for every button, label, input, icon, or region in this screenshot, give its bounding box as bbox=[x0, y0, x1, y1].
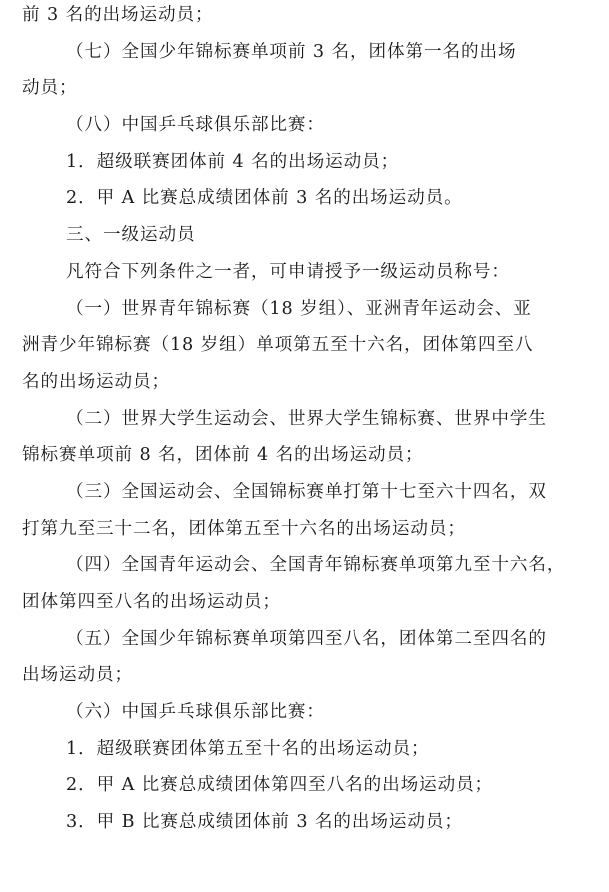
text-line: 动员； bbox=[22, 78, 78, 99]
text-line: 洲青少年锦标赛（18 岁组）单项第五至十六名，团体第四至八 bbox=[22, 335, 534, 356]
section-heading: （六）中国乒乓球俱乐部比赛： bbox=[66, 702, 325, 723]
text-line: （三）全国运动会、全国锦标赛单打第十七至六十四名，双 bbox=[66, 481, 547, 502]
text-line: （一）世界青年锦标赛（18 岁组）、亚洲青年运动会、亚 bbox=[66, 298, 532, 319]
text-line: 打第九至三十二名，团体第五至十六名的出场运动员； bbox=[22, 518, 466, 539]
text-line: （五）全国少年锦标赛单项第四至八名，团体第二至四名的 bbox=[66, 628, 547, 649]
text-line: 凡符合下列条件之一者，可申请授予一级运动员称号： bbox=[66, 261, 510, 282]
list-item: 1．超级联赛团体第五至十名的出场运动员； bbox=[66, 738, 430, 759]
text-line: 团体第四至八名的出场运动员； bbox=[22, 592, 281, 612]
text-line: 出场运动员； bbox=[22, 665, 133, 686]
text-line: 前 3 名的出场运动员； bbox=[22, 5, 214, 25]
text-line: （七）全国少年锦标赛单项前 3 名，团体第一名的出场 bbox=[66, 41, 517, 62]
list-item: 3．甲 B 比赛总成绩团体前 3 名的出场运动员； bbox=[66, 812, 463, 833]
section-heading: （八）中国乒乓球俱乐部比赛： bbox=[66, 115, 325, 136]
text-line: （四）全国青年运动会、全国青年锦标赛单项第九至十六名， bbox=[66, 555, 566, 576]
list-item: 2．甲 A 比赛总成绩团体前 3 名的出场运动员。 bbox=[66, 188, 463, 209]
level-heading: 三、一级运动员 bbox=[66, 225, 196, 246]
text-line: （二）世界大学生运动会、世界大学生锦标赛、世界中学生 bbox=[66, 408, 547, 429]
text-line: 锦标赛单项前 8 名，团体前 4 名的出场运动员； bbox=[22, 445, 424, 466]
list-item: 2．甲 A 比赛总成绩团体第四至八名的出场运动员； bbox=[66, 775, 494, 796]
list-item: 1．超级联赛团体前 4 名的出场运动员； bbox=[66, 151, 400, 172]
text-line: 名的出场运动员； bbox=[22, 371, 170, 392]
